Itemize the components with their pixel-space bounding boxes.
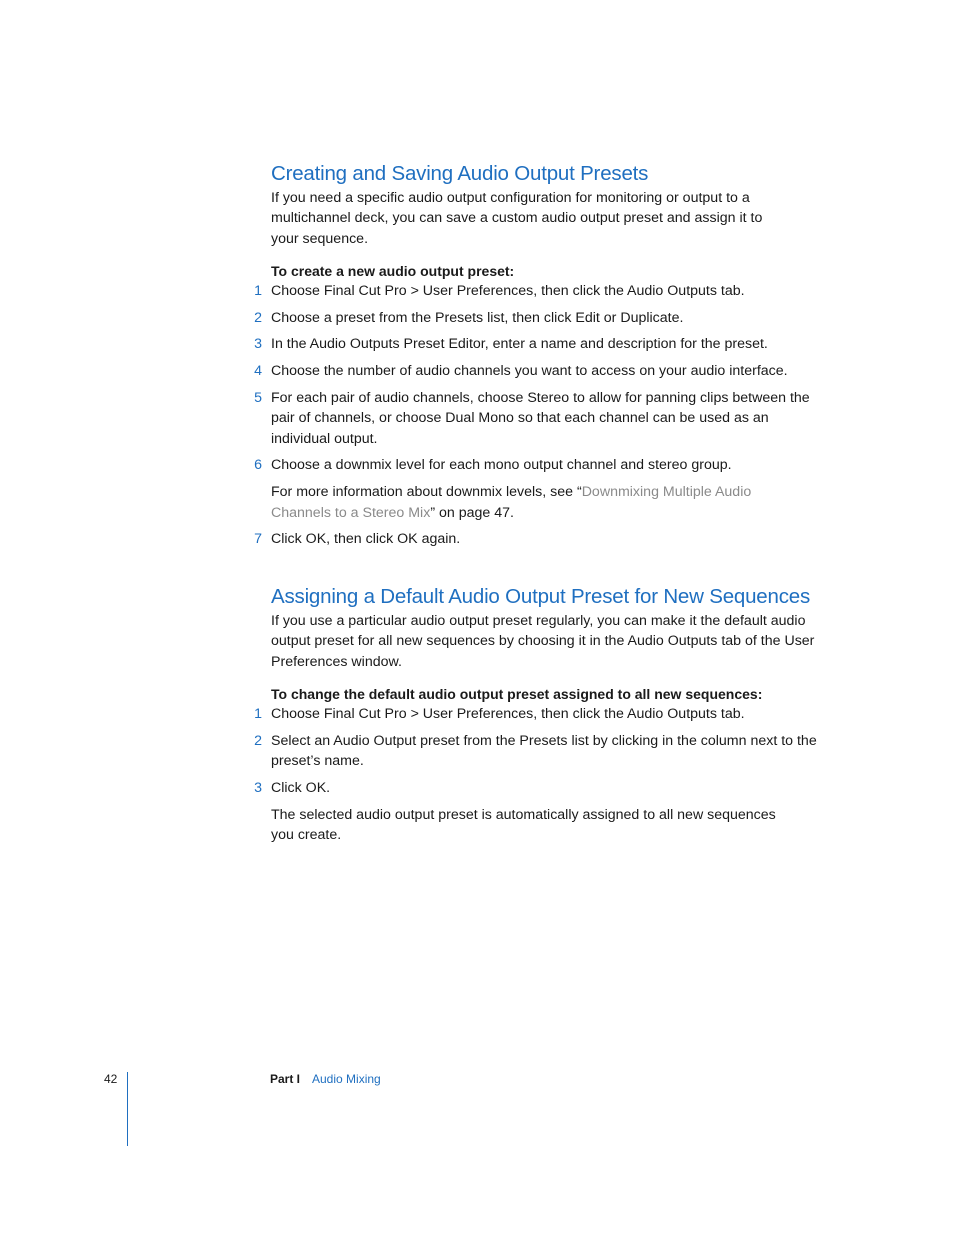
step-text: Choose a preset from the Presets list, then click Edit or Duplicate.	[271, 309, 684, 326]
step-number: 7	[254, 530, 262, 547]
step-text: Choose Final Cut Pro > User Preferences, then click the Audio Outputs tab.	[271, 706, 745, 723]
list-item	[254, 455, 821, 475]
step-text: For each pair of audio channels, choose Stereo to allow for panning clips between the pair of channels, or choose Dual Mono so that each channel can be used as an individual output.	[271, 390, 810, 447]
list-item	[254, 361, 821, 381]
footer-chapter: Audio Mixing	[312, 1072, 381, 1086]
list-item	[254, 731, 821, 772]
step-number: 3	[254, 779, 262, 796]
list-item	[254, 281, 821, 301]
closing-text: The selected audio output preset is automatically assigned to all new sequences you create.	[271, 806, 776, 844]
section-heading: Assigning a Default Audio Output Preset for New Sequences	[271, 585, 811, 609]
list-item	[254, 704, 821, 724]
step-text: In the Audio Outputs Preset Editor, enter a name and description for the preset.	[271, 336, 768, 353]
footer-divider	[127, 1072, 128, 1146]
list-item	[254, 334, 821, 354]
page-content	[254, 160, 821, 845]
step-number: 4	[254, 363, 262, 380]
note-prefix: For more information about downmix levels, see “	[271, 484, 582, 501]
step-number: 1	[254, 706, 262, 723]
section-heading: Creating and Saving Audio Output Presets	[271, 162, 649, 185]
page-footer	[0, 1068, 954, 1148]
step-number: 2	[254, 309, 262, 326]
step-note	[271, 482, 771, 523]
section-default-preset	[254, 583, 821, 845]
section-intro: If you use a particular audio output preset regularly, you can make it the default audio output preset for all new sequences by choosing it in the Audio Outputs tab of the User Preferences window.	[271, 613, 815, 670]
step-text: Choose the number of audio channels you want to access on your audio interface.	[271, 363, 788, 380]
footer-part: Part I	[270, 1072, 301, 1086]
section-intro: If you need a specific audio output configuration for monitoring or output to a multichannel deck, you can save a custom audio output preset and assign it to your sequence.	[271, 190, 763, 247]
step-number: 1	[254, 282, 262, 299]
list-item	[254, 778, 821, 798]
step-number: 2	[254, 732, 262, 749]
list-item	[254, 529, 821, 549]
step-number: 5	[254, 390, 262, 407]
cross-reference-link[interactable]: Downmixing Multiple Audio Channels to a Stereo Mix	[271, 484, 752, 521]
page-number: 42	[104, 1072, 118, 1086]
step-text: Choose Final Cut Pro > User Preferences, then click the Audio Outputs tab.	[271, 282, 745, 299]
section-creating-presets	[254, 160, 821, 549]
list-item	[254, 388, 821, 449]
list-item	[254, 308, 821, 328]
step-text: Click OK, then click OK again.	[271, 530, 461, 547]
step-number: 6	[254, 457, 262, 474]
step-text: Select an Audio Output preset from the Presets list by clicking in the column next to the preset’s name.	[271, 732, 817, 770]
procedure-title: To change the default audio output preset assigned to all new sequences:	[271, 686, 763, 703]
step-number: 3	[254, 336, 262, 353]
step-text: Click OK.	[271, 779, 331, 796]
note-suffix: ” on page 47.	[430, 504, 514, 521]
procedure-title: To create a new audio output preset:	[271, 262, 515, 279]
step-text: Choose a downmix level for each mono output channel and stereo group.	[271, 457, 732, 474]
